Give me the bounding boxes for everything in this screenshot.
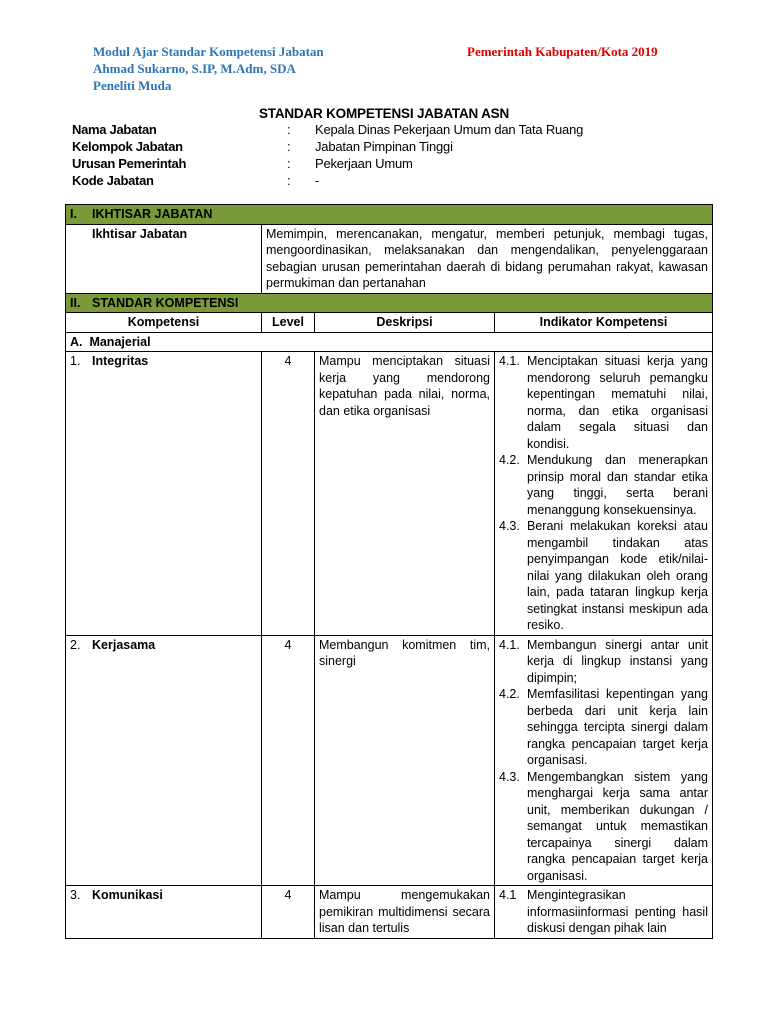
competency-number: 1. bbox=[70, 354, 81, 368]
competency-number: 2. bbox=[70, 637, 81, 652]
competency-level: 4 bbox=[262, 886, 315, 939]
section-title: IKHTISAR JABATAN bbox=[92, 207, 213, 221]
header-author: Ahmad Sukarno, S.IP, M.Adm, SDA bbox=[93, 61, 296, 76]
meta-row-kelompok-jabatan bbox=[72, 138, 583, 155]
meta-value: Jabatan Pimpinan Tinggi bbox=[315, 139, 453, 154]
indicator-text: Mengembangkan sistem yang menghargai kerja sama antar unit, memberikan dukungan / semangat untuk memastikan tercapainya sinergi dalam rangka pencapaian target kerja organisasi. bbox=[527, 769, 708, 883]
col-header-deskripsi: Deskripsi bbox=[315, 313, 495, 333]
header-author-role: Peneliti Muda bbox=[93, 78, 172, 93]
ikhtisar-label: Ikhtisar Jabatan bbox=[66, 224, 262, 293]
meta-colon: : bbox=[287, 156, 291, 171]
competency-name: Kerjasama bbox=[92, 637, 156, 652]
meta-key: Kelompok Jabatan bbox=[72, 139, 183, 154]
indicator-item bbox=[499, 686, 708, 769]
competency-row-integritas bbox=[66, 352, 713, 636]
meta-row-urusan-pemerintah bbox=[72, 155, 583, 172]
competency-number: 3. bbox=[70, 888, 81, 902]
indicator-number: 4.3. bbox=[499, 769, 520, 784]
meta-value: Pekerjaan Umum bbox=[315, 156, 413, 171]
header-left bbox=[93, 43, 324, 94]
indicator-number: 4.2. bbox=[499, 687, 520, 701]
ikhtisar-text: Memimpin, merencanakan, mengatur, memberi petunjuk, membagi tugas, mengoordinasikan, melaksanakan dan mengendalikan, penyelenggaraan sebagian urusan pemerintahan daerah di bidang perumahan rakyat, kawasan permukiman dan pertanahan bbox=[262, 224, 713, 293]
meta-row-kode-jabatan bbox=[72, 172, 583, 189]
meta-key: Urusan Pemerintah bbox=[72, 156, 187, 171]
competency-indicators bbox=[495, 635, 713, 886]
subsection-manajerial bbox=[66, 332, 713, 352]
competency-description: Mampu mengemukakan pemikiran multidimensi secara lisan dan tertulis bbox=[315, 886, 495, 939]
section-header-ikhtisar bbox=[66, 205, 713, 225]
meta-key: Nama Jabatan bbox=[72, 122, 157, 137]
meta-value: Kepala Dinas Pekerjaan Umum dan Tata Ruang bbox=[315, 122, 584, 137]
competency-description: Mampu menciptakan situasi kerja yang mendorong kepatuhan pada nilai, norma, dan etika organisasi bbox=[315, 352, 495, 636]
meta-colon: : bbox=[287, 173, 291, 188]
indicator-text: Mendukung dan menerapkan prinsip moral dan standar etika yang tinggi, serta berani menanggung konsekuensinya. bbox=[527, 453, 708, 517]
competency-row-kerjasama bbox=[66, 635, 713, 886]
indicator-item bbox=[499, 518, 708, 634]
indicator-item bbox=[499, 452, 708, 518]
document-title: STANDAR KOMPETENSI JABATAN ASN bbox=[258, 106, 509, 121]
column-headers bbox=[66, 313, 713, 333]
section-title: STANDAR KOMPETENSI bbox=[92, 295, 239, 310]
competency-indicators bbox=[495, 352, 713, 636]
col-header-level: Level bbox=[262, 313, 315, 333]
competency-row-komunikasi bbox=[66, 886, 713, 939]
competency-table bbox=[65, 204, 713, 939]
indicator-item bbox=[499, 769, 708, 885]
indicator-number: 4.1 bbox=[499, 888, 517, 902]
indicator-item bbox=[499, 353, 708, 452]
meta-colon: : bbox=[287, 139, 291, 154]
ikhtisar-row bbox=[66, 224, 713, 293]
competency-name-cell bbox=[66, 635, 262, 886]
indicator-text: Mengintegrasikan informasiinformasi penting hasil diskusi dengan pihak lain bbox=[527, 888, 708, 935]
meta-key: Kode Jabatan bbox=[72, 173, 154, 188]
competency-level: 4 bbox=[262, 635, 315, 886]
section-title-cell bbox=[66, 205, 713, 225]
indicator-number: 4.2. bbox=[499, 453, 520, 467]
competency-indicators bbox=[495, 886, 713, 939]
section-number: II. bbox=[70, 295, 81, 310]
job-meta bbox=[72, 121, 583, 189]
indicator-item bbox=[499, 637, 708, 687]
indicator-text: Membangun sinergi antar unit kerja di lingkup instansi yang dipimpin; bbox=[527, 637, 708, 685]
competency-name-cell bbox=[66, 352, 262, 636]
indicator-text: Berani melakukan koreksi atau mengambil tindakan atas penyimpangan kode etik/nilai-nilai yang dilakukan oleh orang lain, pada tataran lingkup kerja setingkat instansi meskipun ada resiko. bbox=[527, 519, 708, 632]
meta-colon: : bbox=[287, 122, 291, 137]
indicator-number: 4.1. bbox=[499, 637, 520, 652]
section-number: I. bbox=[70, 207, 77, 221]
indicator-text: Memfasilitasi kepentingan yang berbeda dari unit kerja lain sehingga tercipta sinergi dalam rangka pencapaian target kerja organisasi. bbox=[527, 687, 708, 767]
section-title-cell bbox=[66, 293, 713, 313]
section-header-standar bbox=[66, 293, 713, 313]
competency-name: Integritas bbox=[92, 354, 149, 368]
indicator-item bbox=[499, 887, 708, 937]
header-government: Pemerintah Kabupaten/Kota 2019 bbox=[467, 44, 658, 59]
header-module-title: Modul Ajar Standar Kompetensi Jabatan bbox=[93, 44, 324, 59]
indicator-number: 4.1. bbox=[499, 354, 520, 368]
competency-name-cell bbox=[66, 886, 262, 939]
indicator-text: Menciptakan situasi kerja yang mendorong seluruh pemangku kepentingan mematuhi nilai, norma, dan etika organisasi dalam segala situasi dan kondisi. bbox=[527, 354, 708, 451]
col-header-kompetensi: Kompetensi bbox=[66, 313, 262, 333]
indicator-number: 4.3. bbox=[499, 519, 520, 533]
competency-name: Komunikasi bbox=[92, 888, 163, 902]
meta-value: - bbox=[315, 173, 320, 188]
competency-level: 4 bbox=[262, 352, 315, 636]
competency-description: Membangun komitmen tim, sinergi bbox=[315, 635, 495, 886]
meta-row-nama-jabatan bbox=[72, 121, 583, 138]
col-header-indikator: Indikator Kompetensi bbox=[495, 313, 713, 333]
subsection-title: A. Manajerial bbox=[66, 332, 713, 352]
